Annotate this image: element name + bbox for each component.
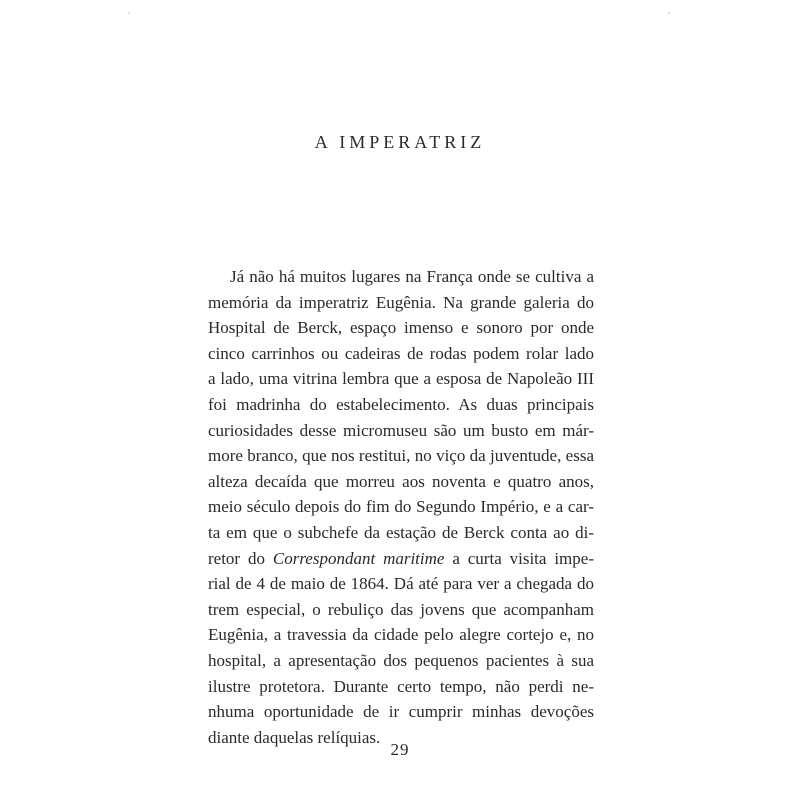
text-line: Eugênia, a travessia da cidade pelo alegre cortejo e, no xyxy=(208,625,594,645)
chapter-paragraph xyxy=(208,264,594,750)
text-line: Hospital de Berck, espaço imenso e sonoro por onde xyxy=(208,318,594,338)
text-line: meio século depois do fim do Segundo Império, e a car- xyxy=(208,497,594,517)
text-segment: retor do xyxy=(208,548,273,568)
text-line: cinco carrinhos ou cadeiras de rodas podem rolar lado xyxy=(208,343,594,363)
text-line: diante daquelas relíquias. xyxy=(208,727,381,747)
page-number: 29 xyxy=(390,740,410,759)
text-line: rial de 4 de maio de 1864. Dá até para ver a chegada do xyxy=(208,574,594,594)
chapter-title: A IMPERATRIZ xyxy=(314,132,486,152)
text-line: nhuma oportunidade de ir cumprir minhas devoções xyxy=(208,702,594,722)
text-line: trem especial, o rebuliço das jovens que acompanham xyxy=(208,599,594,619)
text-line: a lado, uma vitrina lembra que a esposa de Napoleão III xyxy=(208,369,594,389)
text-line: alteza decaída que morreu aos noventa e quatro anos, xyxy=(208,471,594,491)
crop-mark-top-right xyxy=(668,12,670,14)
text-line: foi madrinha do estabelecimento. As duas principais xyxy=(208,394,594,414)
text-line: Já não há muitos lugares na França onde se cultiva a xyxy=(230,267,594,286)
italic-title: Correspondant maritime xyxy=(272,548,445,568)
text-segment: a curta visita impe- xyxy=(444,548,594,568)
text-line: curiosidades desse micromuseu são um busto em már- xyxy=(208,420,594,440)
text-line: ilustre protetora. Durante certo tempo, não perdi ne- xyxy=(208,676,594,696)
text-line: memória da imperatriz Eugênia. Na grande galeria do xyxy=(208,292,594,312)
text-line: ta em que o subchefe da estação de Berck conta ao di- xyxy=(208,522,594,542)
text-line-with-italic xyxy=(208,546,594,572)
crop-mark-top-left xyxy=(128,12,130,14)
text-line: more branco, que nos restitui, no viço da juventude, essa xyxy=(208,446,594,466)
text-line: hospital, a apresentação dos pequenos pacientes à sua xyxy=(208,650,594,670)
